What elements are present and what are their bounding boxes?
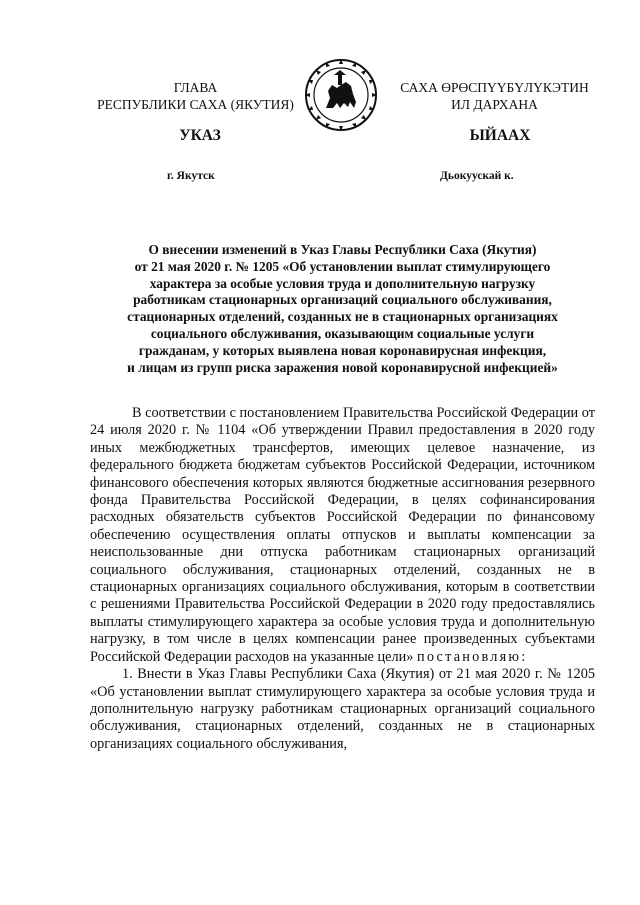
header-left-line2: РЕСПУБЛИКИ САХА (ЯКУТИЯ) — [97, 97, 294, 112]
title-line: стационарных отделений, созданных не в стационарных организациях — [127, 309, 558, 325]
title-line: и лицам из групп риска заражения новой коронавирусной инфекцией» — [127, 359, 558, 375]
city-ru: г. Якутск — [167, 170, 215, 182]
title-line: работникам стационарных организаций социального обслуживания, — [133, 292, 552, 308]
header-left-block — [88, 79, 303, 113]
city-sakha: Дьокуускай к. — [440, 170, 514, 182]
header-left-line1: ГЛАВА — [173, 80, 218, 95]
body-paragraph-preamble — [90, 405, 595, 666]
sakha-coat-of-arms-icon — [304, 58, 378, 132]
doc-type-sakha: ЫЙААХ — [469, 127, 531, 144]
title-line: гражданам, у которых выявлена новая коронавирусная инфекция, — [138, 342, 547, 358]
preamble-text: В соответствии с постановлением Правительства Российской Федерации от 24 июля 2020 г. № 1104 «Об утверждении Правил предоставления в 2020 году иных межбюджетных трансфертов, имеющих целевое назначение, из федерального бюджета бюджетам субъектов Российской Федерации, источником финансового обеспечения которых являются бюджетные ассигнования резервного фонда Правительства Российской Федерации, в целях софинансирования расходных обязательств субъектов Российской Федерации по финансовому обеспечению осуществления оплаты отпусков и выплаты компенсации за неиспользованные дни отпуска работникам стационарных организаций социального обслуживания, стационарных отделений, созданных не в стационарных организациях социального обслуживания, которым в соответствии с решениями Правительства Российской Федерации в 2020 году предоставлялись выплаты стимулирующего характера за особые условия труда и дополнительную нагрузку, в том числе в целях компенсации ранее произведенных субъектами Российской Федерации расходов на указанные цели» — [90, 405, 595, 665]
title-line: социального обслуживания, оказывающим социальные услуги — [150, 325, 535, 341]
title-line: характера за особые условия труда и дополнительную нагрузку — [149, 275, 536, 291]
body-paragraph-item-1: 1. Внести в Указ Главы Республики Саха (Якутия) от 21 мая 2020 г. № 1205 «Об установлении выплат стимулирующего характера за особые условия труда и дополнительную нагрузку работникам стационарных организаций социального обслуживания, стационарных отделений, созданных не в стационарных организациях социального обслуживания, — [90, 666, 595, 752]
header-right-block — [392, 79, 597, 113]
document-title — [90, 242, 595, 376]
postanovlyayu-text: постановляю: — [417, 648, 528, 665]
header-right-line1: САХА ӨРӨСПҮҮБҮЛҮКЭТИН — [400, 80, 589, 95]
document-body — [90, 405, 595, 753]
header-right-line2: ИЛ ДАРХАНА — [451, 97, 538, 112]
title-line: от 21 мая 2020 г. № 1205 «Об установлении выплат стимулирующего — [134, 258, 551, 274]
doc-type-ru: УКАЗ — [179, 127, 221, 144]
title-line: О внесении изменений в Указ Главы Республики Саха (Якутия) — [148, 242, 537, 257]
